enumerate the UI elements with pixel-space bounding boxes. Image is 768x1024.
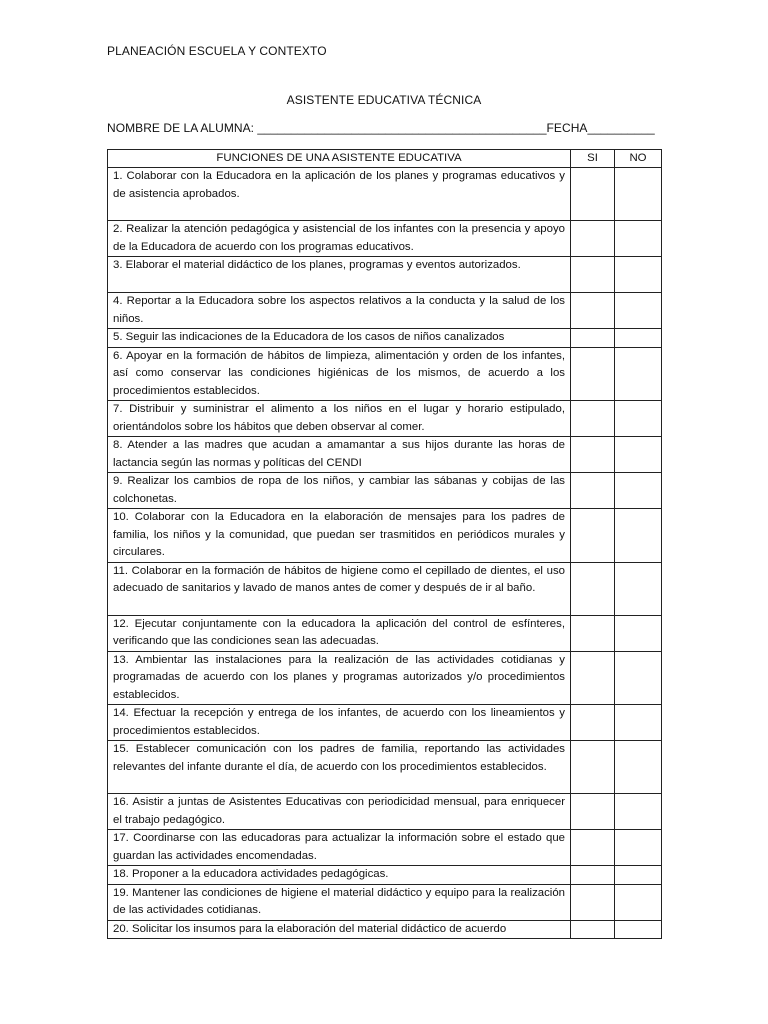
function-text: 1. Colaborar con la Educadora en la aplicación de los planes y programas educativos y de asistencia aprobados. bbox=[108, 168, 571, 221]
table-row bbox=[108, 830, 662, 866]
si-checkbox-cell[interactable] bbox=[571, 705, 615, 741]
no-checkbox-cell[interactable] bbox=[615, 562, 662, 615]
si-checkbox-cell[interactable] bbox=[571, 920, 615, 939]
si-checkbox-cell[interactable] bbox=[571, 329, 615, 348]
function-text: 11. Colaborar en la formación de hábitos de higiene como el cepillado de dientes, el uso adecuado de sanitarios y lavado de manos antes de comer y después de ir al baño. bbox=[108, 562, 571, 615]
si-checkbox-cell[interactable] bbox=[571, 473, 615, 509]
table-row bbox=[108, 741, 662, 794]
function-text: 3. Elaborar el material didáctico de los planes, programas y eventos autorizados. bbox=[108, 257, 571, 293]
no-checkbox-cell[interactable] bbox=[615, 437, 662, 473]
table-row bbox=[108, 347, 662, 401]
no-checkbox-cell[interactable] bbox=[615, 473, 662, 509]
table-row bbox=[108, 401, 662, 437]
no-checkbox-cell[interactable] bbox=[615, 866, 662, 885]
function-text: 15. Establecer comunicación con los padres de familia, reportando las actividades relevantes del infante durante el día, de acuerdo con los procedimientos establecidos. bbox=[108, 741, 571, 794]
no-checkbox-cell[interactable] bbox=[615, 830, 662, 866]
si-checkbox-cell[interactable] bbox=[571, 221, 615, 257]
si-checkbox-cell[interactable] bbox=[571, 615, 615, 651]
si-checkbox-cell[interactable] bbox=[571, 562, 615, 615]
function-text: 20. Solicitar los insumos para la elaboración del material didáctico de acuerdo bbox=[108, 920, 571, 939]
table-row bbox=[108, 884, 662, 920]
si-checkbox-cell[interactable] bbox=[571, 830, 615, 866]
table-row bbox=[108, 615, 662, 651]
function-text: 16. Asistir a juntas de Asistentes Educativas con periodicidad mensual, para enriquecer el trabajo pedagógico. bbox=[108, 794, 571, 830]
no-checkbox-cell[interactable] bbox=[615, 705, 662, 741]
table-row bbox=[108, 257, 662, 293]
si-checkbox-cell[interactable] bbox=[571, 168, 615, 221]
no-checkbox-cell[interactable] bbox=[615, 920, 662, 939]
function-text: 9. Realizar los cambios de ropa de los niños, y cambiar las sábanas y cobijas de las colchonetas. bbox=[108, 473, 571, 509]
no-checkbox-cell[interactable] bbox=[615, 257, 662, 293]
function-text: 4. Reportar a la Educadora sobre los aspectos relativos a la conducta y la salud de los niños. bbox=[108, 293, 571, 329]
si-checkbox-cell[interactable] bbox=[571, 437, 615, 473]
no-checkbox-cell[interactable] bbox=[615, 615, 662, 651]
no-checkbox-cell[interactable] bbox=[615, 884, 662, 920]
table-row bbox=[108, 866, 662, 885]
table-row bbox=[108, 562, 662, 615]
function-text: 12. Ejecutar conjuntamente con la educadora la aplicación del control de esfínteres, verificando que las condiciones sean las adecuadas. bbox=[108, 615, 571, 651]
no-checkbox-cell[interactable] bbox=[615, 741, 662, 794]
no-checkbox-cell[interactable] bbox=[615, 509, 662, 563]
table-row bbox=[108, 168, 662, 221]
functions-checklist-table bbox=[107, 149, 662, 939]
si-checkbox-cell[interactable] bbox=[571, 794, 615, 830]
no-checkbox-cell[interactable] bbox=[615, 221, 662, 257]
no-checkbox-cell[interactable] bbox=[615, 329, 662, 348]
no-checkbox-cell[interactable] bbox=[615, 347, 662, 401]
table-row bbox=[108, 794, 662, 830]
table-row bbox=[108, 221, 662, 257]
si-checkbox-cell[interactable] bbox=[571, 509, 615, 563]
function-text: 13. Ambientar las instalaciones para la realización de las actividades cotidianas y programadas de acuerdo con los planes y programas autorizados y/o procedimientos establecidos. bbox=[108, 651, 571, 705]
no-checkbox-cell[interactable] bbox=[615, 651, 662, 705]
page-title: ASISTENTE EDUCATIVA TÉCNICA bbox=[286, 93, 482, 107]
function-text: 14. Efectuar la recepción y entrega de los infantes, de acuerdo con los lineamientos y procedimientos establecidos. bbox=[108, 705, 571, 741]
no-checkbox-cell[interactable] bbox=[615, 401, 662, 437]
function-text: 2. Realizar la atención pedagógica y asistencial de los infantes con la presencia y apoyo de la Educadora de acuerdo con los programas educativos. bbox=[108, 221, 571, 257]
function-text: 17. Coordinarse con las educadoras para actualizar la información sobre el estado que guardan las actividades encomendadas. bbox=[108, 830, 571, 866]
table-header-row bbox=[108, 150, 662, 168]
function-text: 6. Apoyar en la formación de hábitos de limpieza, alimentación y orden de los infantes, así como conservar las condiciones higiénicas de los mismos, de acuerdo a los procedimientos establecidos. bbox=[108, 347, 571, 401]
table-row bbox=[108, 651, 662, 705]
student-name-date-line: NOMBRE DE LA ALUMNA: ___________________________________________FECHA__________ bbox=[107, 121, 655, 135]
no-checkbox-cell[interactable] bbox=[615, 794, 662, 830]
column-header-si: SI bbox=[571, 150, 615, 168]
function-text: 18. Proponer a la educadora actividades pedagógicas. bbox=[108, 866, 571, 885]
si-checkbox-cell[interactable] bbox=[571, 866, 615, 885]
function-text: 7. Distribuir y suministrar el alimento a los niños en el lugar y horario estipulado, orientándolos sobre los hábitos que deben observar al comer. bbox=[108, 401, 571, 437]
table-row bbox=[108, 920, 662, 939]
table-row bbox=[108, 705, 662, 741]
table-row bbox=[108, 293, 662, 329]
column-header-no: NO bbox=[615, 150, 662, 168]
table-row bbox=[108, 509, 662, 563]
si-checkbox-cell[interactable] bbox=[571, 401, 615, 437]
table-row bbox=[108, 437, 662, 473]
function-text: 8. Atender a las madres que acudan a amamantar a sus hijos durante las horas de lactancia según las normas y políticas del CENDI bbox=[108, 437, 571, 473]
function-text: 10. Colaborar con la Educadora en la elaboración de mensajes para los padres de familia, los niños y la comunidad, que puedan ser trasmitidos en periódicos murales y circulares. bbox=[108, 509, 571, 563]
course-header: PLANEACIÓN ESCUELA Y CONTEXTO bbox=[107, 44, 327, 58]
no-checkbox-cell[interactable] bbox=[615, 293, 662, 329]
si-checkbox-cell[interactable] bbox=[571, 741, 615, 794]
si-checkbox-cell[interactable] bbox=[571, 293, 615, 329]
column-header-functions: FUNCIONES DE UNA ASISTENTE EDUCATIVA bbox=[108, 150, 571, 168]
function-text: 5. Seguir las indicaciones de la Educadora de los casos de niños canalizados bbox=[108, 329, 571, 348]
table-row bbox=[108, 329, 662, 348]
si-checkbox-cell[interactable] bbox=[571, 257, 615, 293]
si-checkbox-cell[interactable] bbox=[571, 884, 615, 920]
function-text: 19. Mantener las condiciones de higiene el material didáctico y equipo para la realización de las actividades cotidianas. bbox=[108, 884, 571, 920]
si-checkbox-cell[interactable] bbox=[571, 347, 615, 401]
no-checkbox-cell[interactable] bbox=[615, 168, 662, 221]
si-checkbox-cell[interactable] bbox=[571, 651, 615, 705]
table-row bbox=[108, 473, 662, 509]
